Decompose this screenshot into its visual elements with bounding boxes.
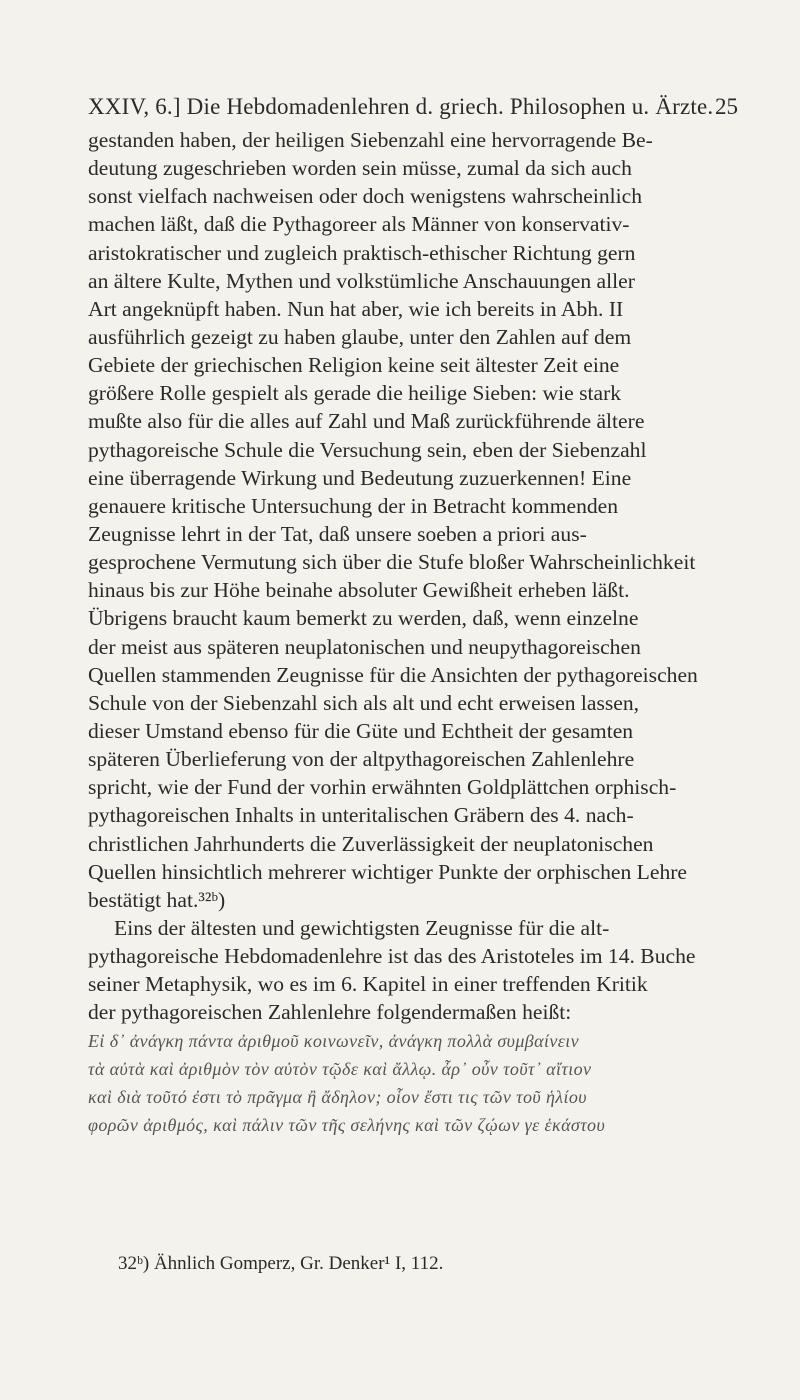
paragraph1-line: an ältere Kulte, Mythen und volkstümliche Anschauungen aller xyxy=(88,268,635,293)
paragraph1-line: der meist aus späteren neuplatonischen und neupythagoreischen xyxy=(88,634,641,659)
paragraph-2 xyxy=(88,914,748,1027)
greek_quote-line: φορῶν ἀριθμός, καὶ πάλιν τῶν τῆς σελήνης καὶ τῶν ζῴων γε ἑκάστου xyxy=(88,1114,606,1135)
paragraph2-line: seiner Metaphysik, wo es im 6. Kapitel in einer treffenden Kritik xyxy=(88,972,648,997)
paragraph1-line: dieser Umstand ebenso für die Güte und Echtheit der gesamten xyxy=(88,718,634,743)
greek_quote-line: καὶ διὰ τοῦτό ἐστι τὸ πρᾶγμα ἢ ἄδηλον; οἷον ἔστι τις τῶν τοῦ ἡλίου xyxy=(88,1086,587,1107)
footnote: 32ᵇ) Ähnlich Gomperz, Gr. Denker¹ I, 112. xyxy=(118,1253,444,1274)
paragraph-1 xyxy=(88,126,748,914)
greek_quote-line: Εἰ δ᾽ ἀνάγκη πάντα ἀριθμοῦ κοινωνεῖν, ἀνάγκη πολλὰ συμβαίνειν xyxy=(88,1030,580,1051)
paragraph1-line: ausführlich gezeigt zu haben glaube, unter den Zahlen auf dem xyxy=(88,324,632,349)
paragraph1-line: genauere kritische Untersuchung der in Betracht kommenden xyxy=(88,493,619,518)
paragraph1-line: Quellen stammenden Zeugnisse für die Ansichten der pythagoreischen xyxy=(88,662,698,687)
paragraph1-line: Art angeknüpft haben. Nun hat aber, wie ich bereits in Abh. II xyxy=(88,296,624,321)
paragraph1-line: pythagoreische Schule die Versuchung sein, eben der Siebenzahl xyxy=(88,437,647,462)
greek_quote-line: τὰ αὐτὰ καὶ ἀριθμὸν τὸν αὐτὸν τῷδε καὶ ἄλλῳ. ἆρ᾽ οὖν τοῦτ᾽ αἴτιον xyxy=(88,1058,592,1079)
paragraph1-line: deutung zugeschrieben worden sein müsse, zumal da sich auch xyxy=(88,156,632,181)
paragraph1-line: hinaus bis zur Höhe beinahe absoluter Gewißheit erheben läßt. xyxy=(88,578,630,603)
running-header xyxy=(88,94,738,120)
paragraph1-line: eine überragende Wirkung und Bedeutung zuzuerkennen! Eine xyxy=(88,465,632,490)
paragraph1-line: machen läßt, daß die Pythagoreer als Männer von konservativ- xyxy=(88,212,630,237)
paragraph1-line: Übrigens braucht kaum bemerkt zu werden, daß, wenn einzelne xyxy=(88,606,639,631)
paragraph2-line: pythagoreische Hebdomadenlehre ist das des Aristoteles im 14. Buche xyxy=(88,944,696,969)
paragraph1-line: Schule von der Siebenzahl sich als alt und echt erweisen lassen, xyxy=(88,690,640,715)
paragraph1-line: aristokratischer und zugleich praktisch-ethischer Richtung gern xyxy=(88,240,636,265)
paragraph1-line: sonst vielfach nachweisen oder doch wenigstens wahrscheinlich xyxy=(88,184,643,209)
greek-quotation xyxy=(88,1027,748,1140)
paragraph1-line: pythagoreischen Inhalts in unteritalischen Gräbern des 4. nach- xyxy=(88,803,634,828)
paragraph1-line: gesprochene Vermutung sich über die Stufe bloßer Wahrscheinlichkeit xyxy=(88,550,696,575)
paragraph1-line: christlichen Jahrhunderts die Zuverlässigkeit der neuplatonischen xyxy=(88,831,654,856)
paragraph1-line: späteren Überlieferung von der altpythagoreischen Zahlenlehre xyxy=(88,747,635,772)
paragraph1-line: größere Rolle gespielt als gerade die heilige Sieben: wie stark xyxy=(88,381,622,406)
paragraph1-line: gestanden haben, der heiligen Siebenzahl eine hervorragende Be- xyxy=(88,128,653,152)
paragraph1-line: mußte also für die alles auf Zahl und Maß zurückführende ältere xyxy=(88,409,645,434)
paragraph2-line: der pythagoreischen Zahlenlehre folgendermaßen heißt: xyxy=(88,1000,572,1025)
main-text xyxy=(88,126,748,1139)
paragraph1-line: Quellen hinsichtlich mehrerer wichtiger Punkte der orphischen Lehre xyxy=(88,859,688,884)
paragraph2-line: Eins der ältesten und gewichtigsten Zeugnisse für die alt- xyxy=(114,915,610,940)
paragraph1-line: spricht, wie der Fund der vorhin erwähnten Goldplättchen orphisch- xyxy=(88,775,677,800)
page-number: 25 xyxy=(715,94,738,119)
paragraph1-line: Gebiete der griechischen Religion keine seit ältester Zeit eine xyxy=(88,353,620,378)
paragraph1-line: bestätigt hat.³²ᵇ) xyxy=(88,887,226,912)
running-title: XXIV, 6.] Die Hebdomadenlehren d. griech. Philosophen u. Ärzte. xyxy=(88,94,714,119)
paragraph1-line: Zeugnisse lehrt in der Tat, daß unsere soeben a priori aus- xyxy=(88,521,587,546)
